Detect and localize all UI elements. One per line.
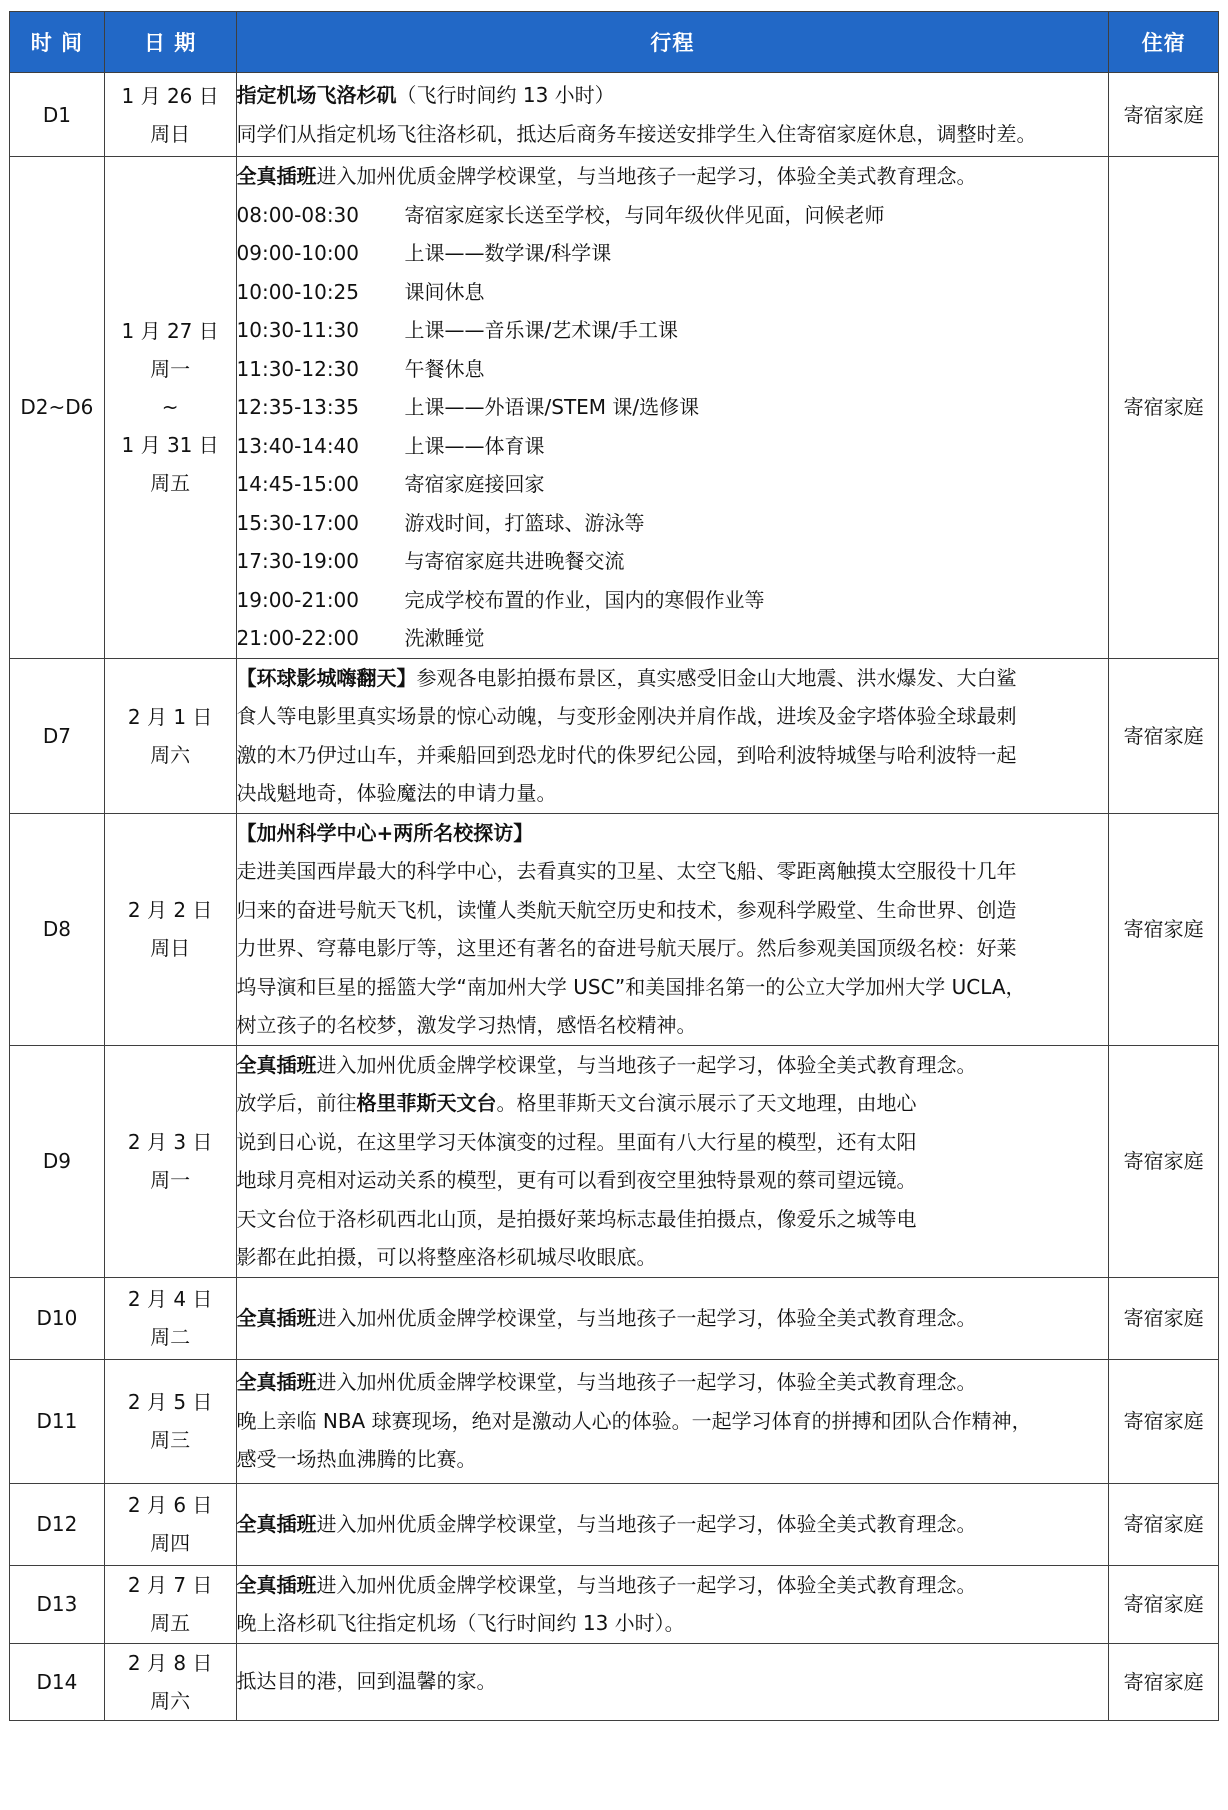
plan-text: 同学们从指定机场飞往洛杉矶，抵达后商务车接送安排学生入住寄宿家庭休息，调整时差。	[236, 121, 1037, 146]
stay-cell: 寄宿家庭	[1109, 658, 1219, 813]
schedule-activity: 与寄宿家庭共进晚餐交流	[404, 549, 625, 573]
plan-text: 走进美国西岸最大的科学中心，去看真实的卫星、太空飞船、零距离触摸太空服役十几年	[236, 859, 1017, 883]
date-line: 周六	[150, 1688, 191, 1713]
plan-text: 抵达目的港，回到温馨的家。	[236, 1669, 497, 1694]
stay-cell: 寄宿家庭	[1109, 1643, 1219, 1720]
schedule-activity: 上课——数学课/科学课	[404, 241, 612, 265]
stay-cell: 寄宿家庭	[1109, 1277, 1219, 1359]
plan-cell	[236, 1045, 1109, 1277]
date-line: 周日	[150, 936, 191, 960]
date-line: 周二	[150, 1325, 191, 1349]
itinerary-row	[10, 73, 1219, 157]
plan-highlight: 【加州科学中心+两所名校探访】	[236, 820, 534, 845]
plan-line	[237, 76, 1109, 115]
day-cell: D9	[10, 1045, 105, 1277]
day-cell: D10	[10, 1277, 105, 1359]
plan-line	[237, 1566, 1109, 1605]
date-cell	[104, 1643, 236, 1720]
day-cell: D1	[10, 73, 105, 157]
plan-line	[237, 1440, 1109, 1479]
plan-text: 进入加州优质金牌学校课堂，与当地孩子一起学习，体验全美式教育理念。	[316, 1370, 977, 1395]
date-line: 2 月 2 日	[127, 898, 213, 922]
plan-text: 力世界、穹幕电影厅等，这里还有著名的奋进号航天展厅。然后参观美国顶级名校：好莱	[236, 936, 1017, 960]
date-line: 1 月 31 日	[121, 433, 219, 458]
schedule-time: 10:00-10:25	[236, 279, 360, 304]
schedule-time: 13:40-14:40	[236, 433, 360, 458]
schedule-line	[237, 311, 1109, 350]
schedule-time: 15:30-17:00	[236, 510, 360, 535]
day-cell: D14	[10, 1643, 105, 1720]
itinerary-row	[10, 813, 1219, 1045]
schedule-line	[237, 619, 1109, 658]
header-row	[10, 12, 1219, 73]
date-line: 周三	[150, 1428, 191, 1452]
schedule-line	[237, 234, 1109, 273]
plan-text: 参观各电影拍摄布景区，真实感受旧金山大地震、洪水爆发、大白鲨	[416, 665, 1017, 690]
plan-highlight: 【环球影城嗨翻天】	[236, 665, 417, 690]
plan-highlight: 全真插班	[236, 1572, 317, 1597]
day-cell: D11	[10, 1359, 105, 1483]
schedule-line	[237, 350, 1109, 389]
date-line: 周一	[150, 357, 191, 382]
plan-highlight: 全真插班	[236, 1370, 317, 1395]
stay-cell: 寄宿家庭	[1109, 1565, 1219, 1643]
date-cell	[104, 1277, 236, 1359]
header-plan: 行程	[236, 12, 1109, 73]
day-cell: D7	[10, 658, 105, 813]
date-line: 周六	[150, 742, 191, 767]
date-cell	[104, 1045, 236, 1277]
schedule-time: 08:00-08:30	[236, 202, 360, 227]
date-line: 周四	[150, 1531, 191, 1555]
schedule-line	[237, 542, 1109, 581]
plan-text: 放学后，前往	[236, 1091, 357, 1115]
plan-text: 进入加州优质金牌学校课堂，与当地孩子一起学习，体验全美式教育理念。	[316, 1052, 977, 1077]
plan-highlight: 指定机场飞洛杉矶	[236, 83, 397, 107]
day-cell: D8	[10, 813, 105, 1045]
plan-text: 地球月亮相对运动关系的模型，更有可以看到夜空里独特景观的蔡司望远镜。	[236, 1168, 917, 1192]
date-line: 周五	[150, 1611, 191, 1635]
schedule-line	[237, 504, 1109, 543]
date-cell	[104, 1565, 236, 1643]
schedule-time: 21:00-22:00	[236, 626, 360, 650]
schedule-activity: 洗漱睡觉	[404, 626, 485, 650]
stay-cell: 寄宿家庭	[1109, 1359, 1219, 1483]
itinerary-row	[10, 1277, 1219, 1359]
plan-highlight: 全真插班	[236, 1052, 317, 1077]
plan-text: 树立孩子的名校梦，激发学习热情，感悟名校精神。	[236, 1013, 697, 1037]
date-line: ~	[161, 395, 179, 420]
schedule-time: 14:45-15:00	[236, 472, 360, 496]
itinerary-body	[10, 73, 1219, 1721]
stay-cell: 寄宿家庭	[1109, 813, 1219, 1045]
plan-line	[237, 1200, 1109, 1239]
date-cell	[104, 157, 236, 659]
itinerary-row	[10, 157, 1219, 659]
date-line: 2 月 8 日	[127, 1650, 213, 1675]
plan-line	[237, 1662, 1109, 1701]
plan-cell	[236, 1565, 1109, 1643]
itinerary-row	[10, 658, 1219, 813]
schedule-line	[237, 273, 1109, 312]
plan-line	[237, 659, 1109, 698]
plan-text: 归来的奋进号航天飞机，读懂人类航天航空历史和技术，参观科学殿堂、生命世界、创造	[236, 897, 1017, 922]
stay-cell: 寄宿家庭	[1109, 1045, 1219, 1277]
date-line: 2 月 5 日	[127, 1390, 213, 1414]
itinerary-row	[10, 1565, 1219, 1643]
date-cell	[104, 73, 236, 157]
schedule-line	[237, 196, 1109, 235]
schedule-line	[237, 581, 1109, 620]
plan-text: 说到日心说，在这里学习天体演变的过程。里面有八大行星的模型，还有太阳	[236, 1129, 917, 1154]
itinerary-row	[10, 1359, 1219, 1483]
plan-line	[237, 1363, 1109, 1402]
plan-highlight: 全真插班	[236, 164, 317, 188]
plan-line	[237, 1123, 1109, 1162]
schedule-activity: 上课——体育课	[404, 433, 545, 458]
plan-text: 激的木乃伊过山车，并乘船回到恐龙时代的侏罗纪公园，到哈利波特城堡与哈利波特一起	[236, 742, 1017, 767]
plan-cell	[236, 73, 1109, 157]
plan-text: 进入加州优质金牌学校课堂，与当地孩子一起学习，体验全美式教育理念。	[316, 1511, 977, 1536]
day-cell: D2~D6	[10, 157, 105, 659]
plan-highlight: 全真插班	[236, 1511, 317, 1536]
plan-cell	[236, 1483, 1109, 1565]
schedule-time: 11:30-12:30	[236, 356, 360, 381]
itinerary-row	[10, 1045, 1219, 1277]
plan-text: （飞行时间约 13 小时）	[396, 83, 615, 107]
plan-text: 进入加州优质金牌学校课堂，与当地孩子一起学习，体验全美式教育理念。	[316, 164, 977, 188]
itinerary-row	[10, 1643, 1219, 1720]
date-line: 2 月 3 日	[127, 1130, 213, 1154]
plan-cell	[236, 813, 1109, 1045]
date-line: 周一	[150, 1168, 191, 1192]
plan-line	[237, 736, 1109, 775]
plan-text: 决战魁地奇，体验魔法的申请力量。	[236, 781, 557, 805]
date-cell	[104, 813, 236, 1045]
plan-highlight: 格里菲斯天文台	[356, 1091, 497, 1115]
schedule-line	[237, 388, 1109, 427]
plan-line	[237, 968, 1109, 1007]
schedule-line	[237, 465, 1109, 504]
date-line: 2 月 6 日	[127, 1493, 213, 1517]
plan-line	[237, 1402, 1109, 1441]
date-cell	[104, 1359, 236, 1483]
itinerary-table	[9, 11, 1219, 1721]
plan-cell	[236, 157, 1109, 659]
plan-line	[237, 774, 1109, 813]
plan-text: 晚上亲临 NBA 球赛现场，绝对是激动人心的体验。一起学习体育的拼搏和团队合作精神，	[236, 1408, 1032, 1433]
date-line: 2 月 7 日	[127, 1573, 213, 1597]
plan-text: 食人等电影里真实场景的惊心动魄，与变形金刚决并肩作战，进埃及金字塔体验全球最刺	[236, 704, 1017, 728]
schedule-time: 17:30-19:00	[236, 549, 360, 573]
itinerary-row	[10, 1483, 1219, 1565]
day-cell: D12	[10, 1483, 105, 1565]
plan-text: 影都在此拍摄，可以将整座洛杉矶城尽收眼底。	[236, 1245, 657, 1269]
plan-line	[237, 852, 1109, 891]
day-cell: D13	[10, 1565, 105, 1643]
plan-text: 进入加州优质金牌学校课堂，与当地孩子一起学习，体验全美式教育理念。	[316, 1572, 977, 1597]
schedule-time: 12:35-13:35	[236, 395, 360, 419]
plan-text: 坞导演和巨星的摇篮大学“南加州大学 USC”和美国排名第一的公立大学加州大学 UCLA，	[236, 974, 1026, 999]
date-line: 1 月 26 日	[121, 83, 219, 108]
date-line: 周五	[150, 471, 191, 496]
plan-line	[237, 115, 1109, 154]
plan-line	[237, 1299, 1109, 1338]
plan-cell	[236, 658, 1109, 813]
plan-text: 感受一场热血沸腾的比赛。	[236, 1447, 477, 1472]
plan-line	[237, 1604, 1109, 1643]
schedule-activity: 上课——外语课/STEM 课/选修课	[404, 395, 700, 419]
date-line: 1 月 27 日	[121, 319, 219, 344]
schedule-activity: 寄宿家庭接回家	[404, 472, 545, 496]
schedule-time: 09:00-10:00	[236, 241, 360, 265]
plan-text: 晚上洛杉矶飞往指定机场（飞行时间约 13 小时）。	[236, 1611, 685, 1635]
schedule-activity: 午餐休息	[404, 356, 485, 381]
schedule-activity: 课间休息	[404, 279, 485, 304]
plan-text: 天文台位于洛杉矶西北山顶，是拍摄好莱坞标志最佳拍摄点，像爱乐之城等电	[236, 1206, 917, 1231]
plan-line	[237, 814, 1109, 853]
header-stay: 住宿	[1109, 12, 1219, 73]
stay-cell: 寄宿家庭	[1109, 73, 1219, 157]
schedule-line	[237, 427, 1109, 466]
plan-line	[237, 1161, 1109, 1200]
date-line: 2 月 4 日	[127, 1287, 213, 1311]
stay-cell: 寄宿家庭	[1109, 157, 1219, 659]
plan-line	[237, 891, 1109, 930]
plan-line	[237, 157, 1109, 196]
plan-highlight: 全真插班	[236, 1305, 317, 1330]
header-date: 日 期	[104, 12, 236, 73]
schedule-activity: 完成学校布置的作业，国内的寒假作业等	[404, 587, 765, 612]
date-line: 周日	[150, 121, 191, 146]
plan-text: 。格里菲斯天文台演示展示了天文地理，由地心	[496, 1091, 917, 1115]
date-cell	[104, 658, 236, 813]
stay-cell: 寄宿家庭	[1109, 1483, 1219, 1565]
plan-line	[237, 1006, 1109, 1045]
plan-line	[237, 1084, 1109, 1123]
plan-line	[237, 1505, 1109, 1544]
schedule-time: 19:00-21:00	[236, 587, 360, 612]
plan-cell	[236, 1277, 1109, 1359]
schedule-activity: 上课——音乐课/艺术课/手工课	[404, 318, 678, 342]
plan-text: 进入加州优质金牌学校课堂，与当地孩子一起学习，体验全美式教育理念。	[316, 1305, 977, 1330]
plan-line	[237, 1046, 1109, 1085]
plan-line	[237, 929, 1109, 968]
date-line: 2 月 1 日	[127, 704, 213, 729]
date-cell	[104, 1483, 236, 1565]
plan-line	[237, 697, 1109, 736]
plan-line	[237, 1238, 1109, 1277]
plan-cell	[236, 1359, 1109, 1483]
schedule-time: 10:30-11:30	[236, 318, 360, 342]
schedule-activity: 寄宿家庭家长送至学校，与同年级伙伴见面，问候老师	[404, 202, 885, 227]
schedule-activity: 游戏时间，打篮球、游泳等	[404, 510, 645, 535]
plan-cell	[236, 1643, 1109, 1720]
header-time: 时 间	[10, 12, 105, 73]
